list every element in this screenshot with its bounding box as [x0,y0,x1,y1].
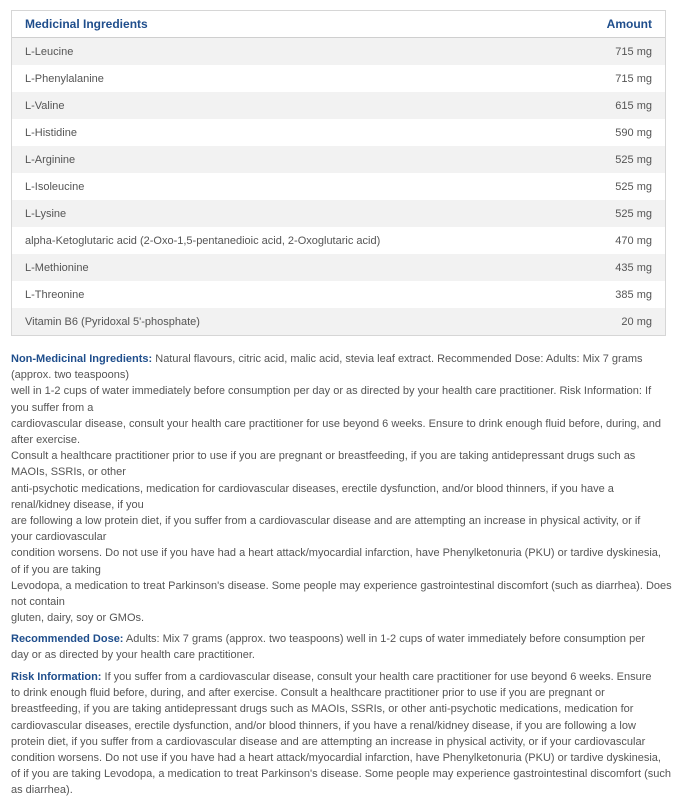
ingredient-name: L-Threonine [25,288,85,301]
column-header-ingredient: Medicinal Ingredients [25,17,148,31]
risk-information-line [11,685,666,701]
recommended-dose-line [11,631,666,647]
risk-information-label: Risk Information: [11,671,102,683]
table-row [12,200,665,227]
ingredient-amount: 20 mg [621,315,652,328]
non-medicinal-line [11,481,666,497]
ingredient-name: L-Valine [25,99,65,112]
ingredient-name: Vitamin B6 (Pyridoxal 5'-phosphate) [25,315,200,328]
table-row [12,173,665,200]
non-medicinal-label: Non-Medicinal Ingredients: [11,353,153,365]
non-medicinal-text: well in 1-2 cups of water immediately before consumption per day or as directed by your health care practitioner. Risk Information: If [11,385,652,398]
risk-information-text: cardiovascular diseases, erectile dysfunction, and/or blood thinners, if you have a renal/kidney disease, if you are following a low [11,719,636,732]
risk-information-line [11,782,666,798]
risk-information-text: condition worsens. Do not use if you have had a heart attack/myocardial infarction, have Phenylketonuria (PKU) or tardive dyskinesia, [11,752,661,765]
recommended-dose-line [11,647,666,663]
table-row [12,38,665,65]
ingredient-name: L-Arginine [25,153,76,166]
ingredient-name: L-Methionine [25,261,89,274]
recommended-dose-text: Adults: Mix 7 grams (approx. two teaspoons) well in 1-2 cups of water immediately before consumption per [123,633,646,645]
ingredient-amount: 715 mg [615,45,652,58]
ingredient-amount: 525 mg [615,180,652,193]
table-row [12,146,665,173]
risk-information-text: If you suffer from a cardiovascular disease, consult your health care practitioner for use beyond 6 weeks. Ensure [101,671,652,683]
non-medicinal-line [11,529,666,545]
non-medicinal-line [11,351,666,367]
non-medicinal-text: MAOIs, SSRIs, or other [11,466,126,479]
ingredient-name: L-Lysine [25,207,67,220]
risk-information-line [11,766,672,782]
table-row [12,92,665,119]
non-medicinal-line [11,578,672,594]
table-row [12,254,665,281]
non-medicinal-line [11,400,666,416]
non-medicinal-line [11,513,666,529]
non-medicinal-text: Levodopa, a medication to treat Parkinson's disease. Some people may experience gastrointestinal discomfort (such as diarrhea). Does [11,579,672,592]
table-row [12,281,665,308]
non-medicinal-text: (approx. two teaspoons) [11,369,130,382]
table-header [12,11,665,38]
risk-information-section [11,669,672,799]
non-medicinal-text: after exercise. [11,434,81,447]
non-medicinal-text: you suffer from a [11,401,94,414]
ingredient-amount: 525 mg [615,207,652,220]
ingredient-amount: 435 mg [615,261,652,274]
risk-information-line [11,734,666,750]
ingredient-name: L-Leucine [25,45,74,58]
non-medicinal-text: Consult a healthcare practitioner prior to use if you are pregnant or breastfeeding, if you are taking antidepressant drugs such as [11,450,636,463]
ingredient-amount: 525 mg [615,153,652,166]
ingredient-name: L-Isoleucine [25,180,85,193]
risk-information-text: to drink enough fluid before, during, and after exercise. Consult a healthcare practitioner prior to use if you are pregnant or [11,687,605,700]
non-medicinal-text: your cardiovascular [11,531,107,544]
table-body [12,38,665,335]
non-medicinal-text: are following a low protein diet, if you suffer from a cardiovascular disease and are attempting an increase in physical activity, or if [11,515,641,528]
recommended-dose-label: Recommended Dose: [11,633,124,645]
table-row [12,308,665,335]
non-medicinal-text: of if you are taking [11,563,101,576]
recommended-dose-text: day or as directed by your health care practitioner. [11,649,255,662]
ingredient-name: alpha-Ketoglutaric acid (2-Oxo-1,5-pentanedioic acid, 2-Oxoglutaric acid) [25,234,381,247]
non-medicinal-line [11,545,666,561]
non-medicinal-text: gluten, dairy, soy or GMOs. [11,612,145,625]
risk-information-text: of if you are taking Levodopa, a medication to treat Parkinson's disease. Some people may experience gastrointestinal discomfort (such [11,768,672,781]
risk-information-text: breastfeeding, if you are taking antidepressant drugs such as MAOIs, SSRIs, or other anti-psychotic medications, medication for [11,703,634,716]
ingredient-amount: 385 mg [615,288,652,301]
non-medicinal-line [11,497,666,513]
non-medicinal-text: anti-psychotic medications, medication for cardiovascular diseases, erectile dysfunction, and/or blood thinners, if you have a [11,482,614,495]
non-medicinal-text: renal/kidney disease, if you [11,498,144,511]
risk-information-line [11,669,666,685]
non-medicinal-text: not contain [11,596,65,609]
non-medicinal-line [11,432,666,448]
recommended-dose-section [11,631,666,663]
risk-information-text: protein diet, if you suffer from a cardiovascular disease and are attempting an increase in physical activity, or if your cardiovascular [11,735,646,748]
ingredient-amount: 590 mg [615,126,652,139]
ingredient-amount: 615 mg [615,99,652,112]
ingredient-name: L-Histidine [25,126,77,139]
non-medicinal-line [11,594,666,610]
non-medicinal-line [11,367,666,383]
non-medicinal-line [11,464,666,480]
ingredient-amount: 470 mg [615,234,652,247]
non-medicinal-line [11,416,666,432]
non-medicinal-text: Natural flavours, citric acid, malic acid, stevia leaf extract. Recommended Dose: Adults: Mix 7 grams [152,353,643,365]
table-row [12,119,665,146]
risk-information-line [11,701,666,717]
table-row [12,65,665,92]
non-medicinal-line [11,448,666,464]
risk-information-line [11,750,666,766]
non-medicinal-line [11,383,666,399]
ingredient-name: L-Phenylalanine [25,72,104,85]
risk-information-line [11,718,666,734]
risk-information-text: as diarrhea). [11,784,73,797]
non-medicinal-text: condition worsens. Do not use if you have had a heart attack/myocardial infarction, have Phenylketonuria (PKU) or tardive dyskinesia, [11,547,661,560]
non-medicinal-line [11,610,666,626]
table-row [12,227,665,254]
non-medicinal-line [11,562,666,578]
column-header-amount: Amount [606,17,652,31]
non-medicinal-text: cardiovascular disease, consult your health care practitioner for use beyond 6 weeks. Ensure to drink enough fluid before, during, and [11,417,661,430]
non-medicinal-ingredients-section [11,351,672,626]
ingredient-amount: 715 mg [615,72,652,85]
ingredients-table [11,10,666,336]
